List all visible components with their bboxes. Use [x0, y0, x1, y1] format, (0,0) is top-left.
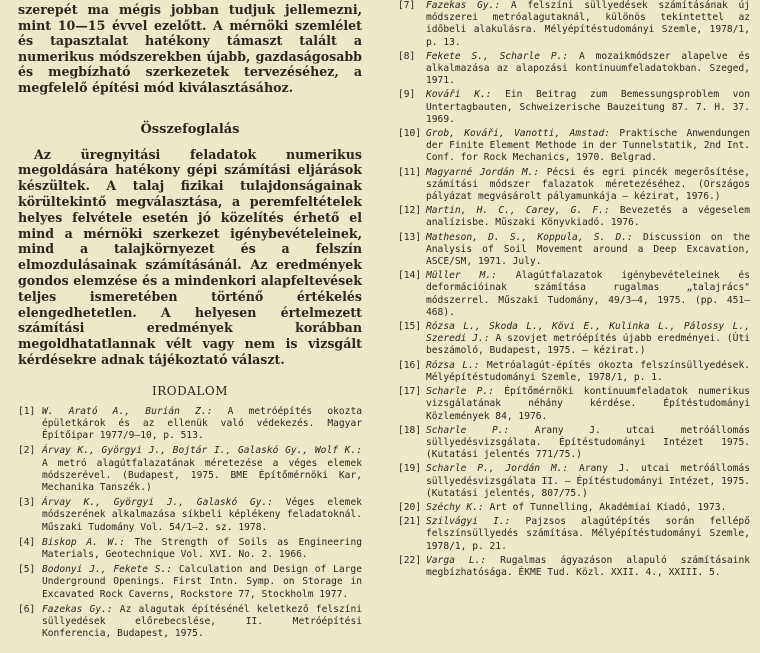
reference-author: Fazekas Gy.:	[426, 0, 501, 11]
reference-author: Széchy K.:	[426, 501, 484, 513]
reference-number: [22]	[398, 554, 422, 566]
reference-entry	[398, 167, 750, 204]
reference-number: [16]	[398, 359, 422, 371]
reference-author: Fekete S., Scharle P.:	[426, 50, 569, 62]
reference-text: Praktische Anwendungen der Finite Element Methode in der Tunnelstatik, 2nd Int. Conf. for Rock Mechanics, 1970. Belgrad.	[426, 128, 750, 164]
reference-entry	[18, 497, 362, 534]
reference-entry	[398, 128, 750, 165]
lead-paragraph: szerepét ma mégis jobban tudjuk jellemezni, mint 10—15 évvel ezelőtt. A mérnöki szemlélet és tapasztalat hatékony támaszt talált a numerikus módszerekben újabb, gazdaságosabb és megbízható szerkezetek tervezéséhez, a megfelelő építési mód kiválasztásához.	[18, 2, 362, 95]
reference-entry	[398, 463, 750, 500]
reference-text: The Strength of Soils as Engineering Materials, Geotechnique Vol. XVI. No. 2. 1966.	[42, 536, 362, 560]
reference-text: Pajzsos alagútépítés során fellépő felszínsüllyedés számítása. Mélyépítéstudományi Szemle, 1978/1, p. 21.	[426, 516, 750, 552]
reference-text: Alagútfalazatok igénybevételeinek és deformációinak számítása rugalmas „talajrács" módszerrel. Műszaki Tudomány, 49/3—4, 1975. (pp. 451—468).	[426, 270, 750, 318]
section-title-summary: Összefoglalás	[140, 121, 240, 137]
reference-number: [3]	[18, 497, 36, 509]
reference-number: [12]	[398, 205, 422, 217]
reference-text: Discussion on the Analysis of Soil Movement around a Deep Excavation, ASCE/SM, 1971. July.	[426, 231, 750, 268]
reference-number: [13]	[398, 231, 422, 243]
reference-list-left	[18, 406, 362, 641]
reference-number: [10]	[398, 128, 422, 140]
reference-author: Szilvágyi I.:	[426, 516, 511, 528]
reference-author: Martin, H. C., Carey, G. F.:	[426, 205, 610, 217]
reference-entry	[18, 604, 362, 641]
reference-author: Scharle P.:	[426, 424, 510, 436]
reference-entry	[398, 205, 750, 229]
reference-text: A metróépítés okozta épületkárok és az ellenük való védekezés. Magyar Építőipar 1977/9—10, p. 513.	[42, 405, 362, 442]
reference-author: Bodonyi J., Fekete S.:	[42, 564, 173, 576]
reference-number: [5]	[18, 564, 36, 576]
reference-text: Véges elemek módszerének alkalmazása síkbeli képlékeny feladatoknál. Műszaki Tudomány Vol. 54/1—2. sz. 1978.	[42, 497, 362, 533]
references-title: IRODALOM	[152, 383, 228, 398]
reference-author: Müller M.:	[426, 270, 497, 282]
reference-author: Magyarné Jordán M.:	[426, 166, 540, 178]
reference-number: [20]	[398, 501, 422, 513]
reference-author: Grob, Kováři, Vanotti, Amstad:	[426, 128, 610, 140]
reference-text: Pécsi és egri pincék megerősítése, számítási módszer falazatok méretezéséhez. (Országos pályázat megvásárolt pályamunkája — kézirat, 1976.)	[426, 166, 750, 203]
reference-list-right	[398, 0, 750, 579]
reference-number: [8]	[398, 50, 416, 62]
reference-text: Arany J. utcai metróállomás süllyedésvizsgálata. Építéstudományi Intézet 1975. (Kutatási jelentés 771/75.)	[426, 424, 750, 461]
reference-text: Bevezetés a végeselem analízisbe. Műszaki Könyvkiadó. 1976.	[426, 205, 750, 229]
reference-author: W. Arató A., Burián Z.:	[42, 405, 213, 417]
reference-text: A felszíni süllyedések számításának új módszerei metróalagutaknál, különös tekintettel az időbeli alakulásra. Mélyépítéstudományi Szemle, 1978/1, p. 13.	[426, 0, 750, 48]
reference-entry	[398, 89, 750, 126]
reference-author: Varga L.:	[426, 554, 487, 566]
reference-number: [14]	[398, 270, 422, 282]
reference-text: A mozaikmódszer alapelve és alkalmazása az alapozási kontinuumfeladatokban. Szeged, 1971.	[426, 50, 750, 87]
reference-entry	[18, 537, 362, 561]
reference-author: Kováři K.:	[426, 89, 492, 101]
reference-text: Építőmérnöki kontinuumfeladatok numerikus vizsgálatának néhány kérdése. Építéstudományi Közlemények 84, 1976.	[426, 386, 750, 422]
reference-text: Rugalmas ágyazáson alapuló számításaink megbízhatósága. ÉKME Tud. Közl. XXII. 4., XXIII. 5.	[426, 554, 750, 578]
reference-text: Metróalagút-építés okozta felszínsüllyedések. Mélyépítéstudományi Szemle, 1978/1, p. 1.	[426, 359, 750, 383]
reference-number: [19]	[398, 463, 422, 475]
summary-paragraph: Az üregnyitási feladatok numerikus megoldására hatékony gépi számítási eljárások készültek. A talaj fizikai tulajdonságainak körültekintő megválasztása, a peremfeltételek helyes felvétele esetén jó közelítés érhető el mind a mérnöki szerkezet igénybevételeinek, mind a talajkörnyezet és a felszín elmozdulásainak számításánál. Az eredmények gondos elemzése és a mindenkori alapfeltevések teljes ismeretében történő értékelés elengedhetetlen. A helyesen értelmezett számítási eredmények korábban megoldhatatlannak vélt vagy nem is vizsgált kérdésekre adnak tájékoztató választ.	[18, 146, 362, 367]
reference-number: [21]	[398, 516, 422, 528]
reference-entry	[398, 232, 750, 269]
reference-number: [7]	[398, 0, 416, 11]
reference-author: Scharle P., Jordán M.:	[426, 463, 569, 475]
reference-author: Fazekas Gy.:	[42, 603, 113, 615]
reference-text: A szovjet metróépítés újabb eredményei. (Úti beszámoló, Budapest, 1975. — kézirat.)	[426, 333, 750, 357]
reference-author: Matheson, D. S., Koppula, S. D.:	[426, 231, 633, 243]
reference-text: Az alagutak építésénél keletkező felszíni süllyedések előrebecslése, II. Metróépítési Konferencia, Budapest, 1975.	[42, 603, 363, 640]
reference-entry	[398, 0, 750, 49]
reference-entry	[398, 425, 750, 462]
reference-number: [18]	[398, 424, 422, 436]
reference-number: [11]	[398, 166, 422, 178]
reference-author: Árvay K., Györgyi J., Galaskó Gy.:	[42, 497, 274, 509]
reference-entry	[398, 386, 750, 423]
reference-entry	[398, 360, 750, 384]
reference-author: Scharle P.:	[426, 386, 495, 398]
reference-number: [4]	[18, 536, 36, 548]
left-column	[18, 0, 362, 643]
reference-author: Rózsa L., Skoda L., Kövi E., Kulinka L., Pálossy L., Szeredi J.:	[426, 321, 750, 345]
right-column	[398, 0, 750, 581]
reference-entry	[398, 51, 750, 88]
reference-entry	[398, 321, 750, 358]
reference-number: [1]	[18, 405, 36, 417]
reference-text: Arany J. utcai metróállomás süllyedésvizsgálata II. — Építéstudományi Intézet, 1975. (Kutatási jelentés, 807/75.)	[426, 463, 750, 499]
reference-entry	[398, 270, 750, 319]
reference-number: [2]	[18, 445, 36, 457]
reference-text: Calculation and Design of Large Underground Openings. First Intn. Symp. on Storage in Excavated Rock Caverns, Rockstore 77, Stockholm 1977.	[42, 564, 362, 600]
reference-text: Art of Tunnelling, Akadémiai Kiadó, 1973.	[483, 501, 727, 513]
reference-number: [9]	[398, 89, 416, 101]
reference-number: [6]	[18, 603, 36, 615]
reference-author: Rózsa L.:	[426, 359, 480, 371]
reference-text: Ein Beitrag zum Bemessungsproblem von Untertagbauten, Schweizerische Bauzeitung 87. 7. H. 37. 1969.	[426, 89, 750, 125]
reference-author: Árvay K., Györgyi J., Bojtár I., Galaskó Gy., Wolf K.:	[42, 445, 362, 457]
reference-entry	[398, 516, 750, 553]
reference-entry	[398, 555, 750, 579]
reference-entry	[18, 406, 362, 443]
reference-entry	[18, 445, 362, 494]
reference-text: A metró alagútfalazatának méretezése a véges elemek módszerével. (Budapest, 1975. BME Építőmérnöki Kar, Mechanika Tanszék.)	[42, 457, 362, 493]
reference-author: Biskop A. W.:	[42, 536, 125, 548]
reference-entry	[18, 564, 362, 601]
reference-entry	[398, 502, 750, 514]
reference-number: [15]	[398, 321, 422, 333]
reference-number: [17]	[398, 386, 422, 398]
